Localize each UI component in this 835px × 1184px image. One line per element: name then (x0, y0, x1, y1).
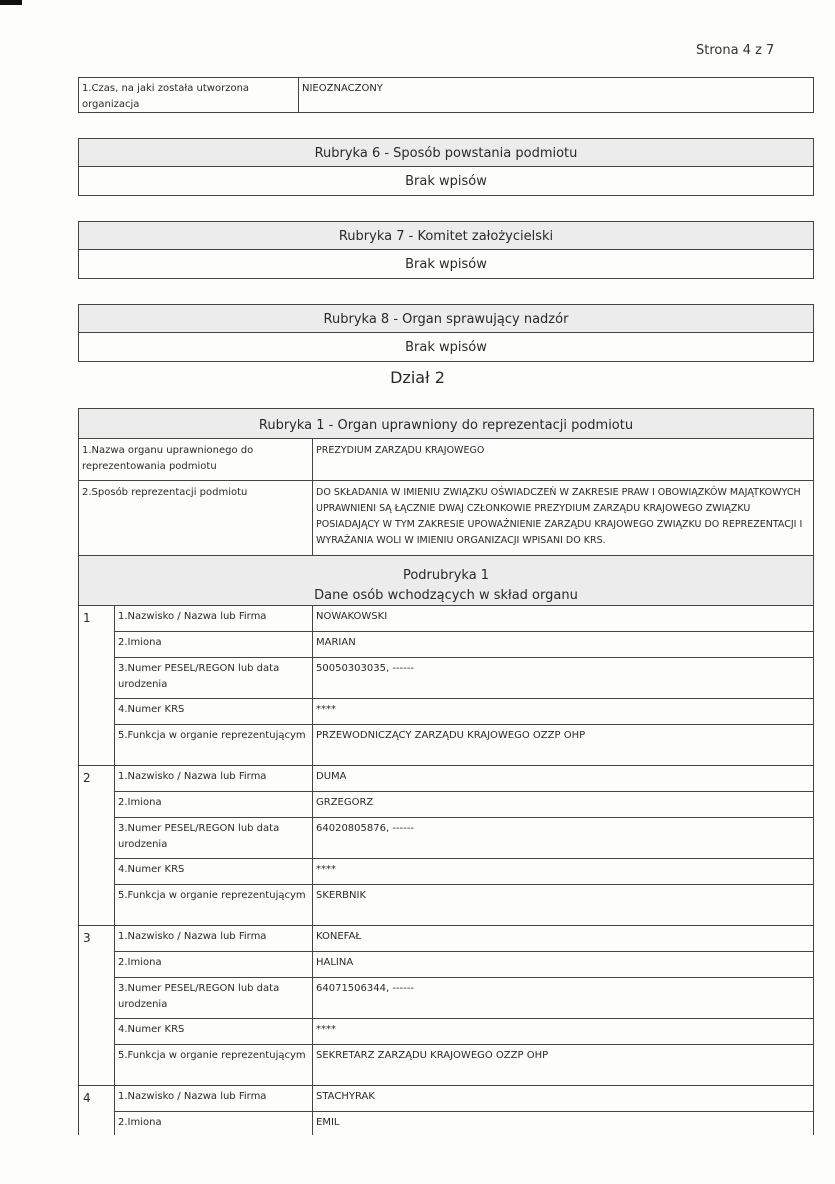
person-block (79, 1086, 813, 1135)
field-label: 1.Nazwisko / Nazwa lub Firma (115, 926, 313, 951)
field-label: 3.Numer PESEL/REGON lub data urodzenia (115, 818, 313, 858)
person-field (115, 658, 813, 699)
field-value: 64020805876, ------ (316, 823, 414, 834)
field-value: HALINA (316, 957, 354, 968)
person-field (115, 859, 813, 885)
rubryka-8 (78, 304, 814, 362)
field-label: 4.Numer KRS (115, 859, 313, 884)
subsection-header (79, 556, 813, 606)
rubryka-7-title: Rubryka 7 - Komitet założycielski (79, 222, 813, 250)
rubryka-7-body: Brak wpisów (405, 257, 487, 272)
person-field (115, 952, 813, 978)
field-label: 5.Funkcja w organie reprezentującym (115, 1045, 313, 1085)
person-field (115, 818, 813, 859)
person-field (115, 699, 813, 725)
representation-label: 2.Sposób reprezentacji podmiotu (79, 481, 313, 555)
field-value: KONEFAŁ (316, 931, 361, 942)
organ-name-value: PREZYDIUM ZARZĄDU KRAJOWEGO (316, 445, 485, 456)
person-field (115, 766, 813, 792)
section-title: Dział 2 (390, 368, 445, 387)
field-label: 1.Nazwisko / Nazwa lub Firma (115, 766, 313, 791)
organ-name-label: 1.Nazwa organu uprawnionego do reprezentowania podmiotu (79, 439, 313, 480)
person-block (79, 926, 813, 1086)
field-value: 50050303035, ------ (316, 663, 414, 674)
rubryka-7 (78, 221, 814, 279)
representation-row (79, 481, 813, 556)
duration-value: NIEOZNACZONY (302, 83, 383, 94)
field-value: 64071506344, ------ (316, 983, 414, 994)
field-value: GRZEGORZ (316, 797, 374, 808)
field-value: PRZEWODNICZĄCY ZARZĄDU KRAJOWEGO OZZP OHP (316, 730, 586, 741)
field-value: MARIAN (316, 637, 356, 648)
organ-table (78, 408, 814, 1135)
field-value: STACHYRAK (316, 1091, 375, 1102)
organ-name-row (79, 439, 813, 481)
field-label: 5.Funkcja w organie reprezentującym (115, 725, 313, 765)
person-field (115, 606, 813, 632)
field-value: **** (316, 864, 336, 875)
field-value: DUMA (316, 771, 347, 782)
subsection-subtitle: Dane osób wchodzących w skład organu (314, 588, 578, 603)
rubryka-8-body: Brak wpisów (405, 340, 487, 355)
field-value: EMIL (316, 1117, 340, 1128)
rubryka-6-body: Brak wpisów (405, 174, 487, 189)
field-label: 2.Imiona (115, 1112, 313, 1135)
field-value: SKERBNIK (316, 890, 367, 901)
person-field (115, 1112, 813, 1135)
person-field (115, 792, 813, 818)
field-label: 5.Funkcja w organie reprezentującym (115, 885, 313, 925)
field-label: 4.Numer KRS (115, 1019, 313, 1044)
field-label: 3.Numer PESEL/REGON lub data urodzenia (115, 658, 313, 698)
field-label: 1.Nazwisko / Nazwa lub Firma (115, 1086, 313, 1111)
person-field (115, 1045, 813, 1085)
field-label: 3.Numer PESEL/REGON lub data urodzenia (115, 978, 313, 1018)
person-field (115, 885, 813, 925)
page-number: Strona 4 z 7 (696, 43, 775, 58)
person-number: 4 (79, 1086, 115, 1135)
field-value: **** (316, 704, 336, 715)
field-value: **** (316, 1024, 336, 1035)
person-number: 3 (79, 926, 115, 1085)
person-block (79, 766, 813, 926)
field-label: 2.Imiona (115, 632, 313, 657)
field-value: SEKRETARZ ZARZĄDU KRAJOWEGO OZZP OHP (316, 1050, 549, 1061)
field-label: 1.Nazwisko / Nazwa lub Firma (115, 606, 313, 631)
duration-row (78, 77, 814, 113)
duration-label: 1.Czas, na jaki została utworzona organizacja (79, 78, 299, 112)
person-field (115, 978, 813, 1019)
person-field (115, 1086, 813, 1112)
person-field (115, 1019, 813, 1045)
person-field (115, 725, 813, 765)
rubryka-6 (78, 138, 814, 196)
subsection-title: Podrubryka 1 (402, 568, 490, 583)
person-block (79, 606, 813, 766)
field-label: 2.Imiona (115, 952, 313, 977)
field-label: 2.Imiona (115, 792, 313, 817)
organ-table-header: Rubryka 1 - Organ uprawniony do reprezentacji podmiotu (79, 409, 813, 439)
person-field (115, 926, 813, 952)
person-number: 1 (79, 606, 115, 765)
rubryka-8-title: Rubryka 8 - Organ sprawujący nadzór (79, 305, 813, 333)
scan-mark (0, 0, 22, 5)
field-value: NOWAKOWSKI (316, 611, 388, 622)
field-label: 4.Numer KRS (115, 699, 313, 724)
rubryka-6-title: Rubryka 6 - Sposób powstania podmiotu (79, 139, 813, 167)
person-field (115, 632, 813, 658)
representation-value: DO SKŁADANIA W IMIENIU ZWIĄZKU OŚWIADCZEŃ W ZAKRESIE PRAW I OBOWIĄZKÓW MAJĄTKOWYCH UPRAWNIENI SĄ ŁĄCZNIE DWAJ CZŁONKOWIE PREZYDIUM ZARZĄDU KRAJOWEGO ZWIĄZKU POSIADAJĄCY W TYM ZAKRESIE UPOWAŻNIENIE ZARZĄDU KRAJOWEGO ZWIĄZKU DO REPREZENTACJI I WYRAŻANIA WOLI W IMIENIU ORGANIZACJI WPISANI DO KRS. (316, 487, 803, 546)
person-number: 2 (79, 766, 115, 925)
